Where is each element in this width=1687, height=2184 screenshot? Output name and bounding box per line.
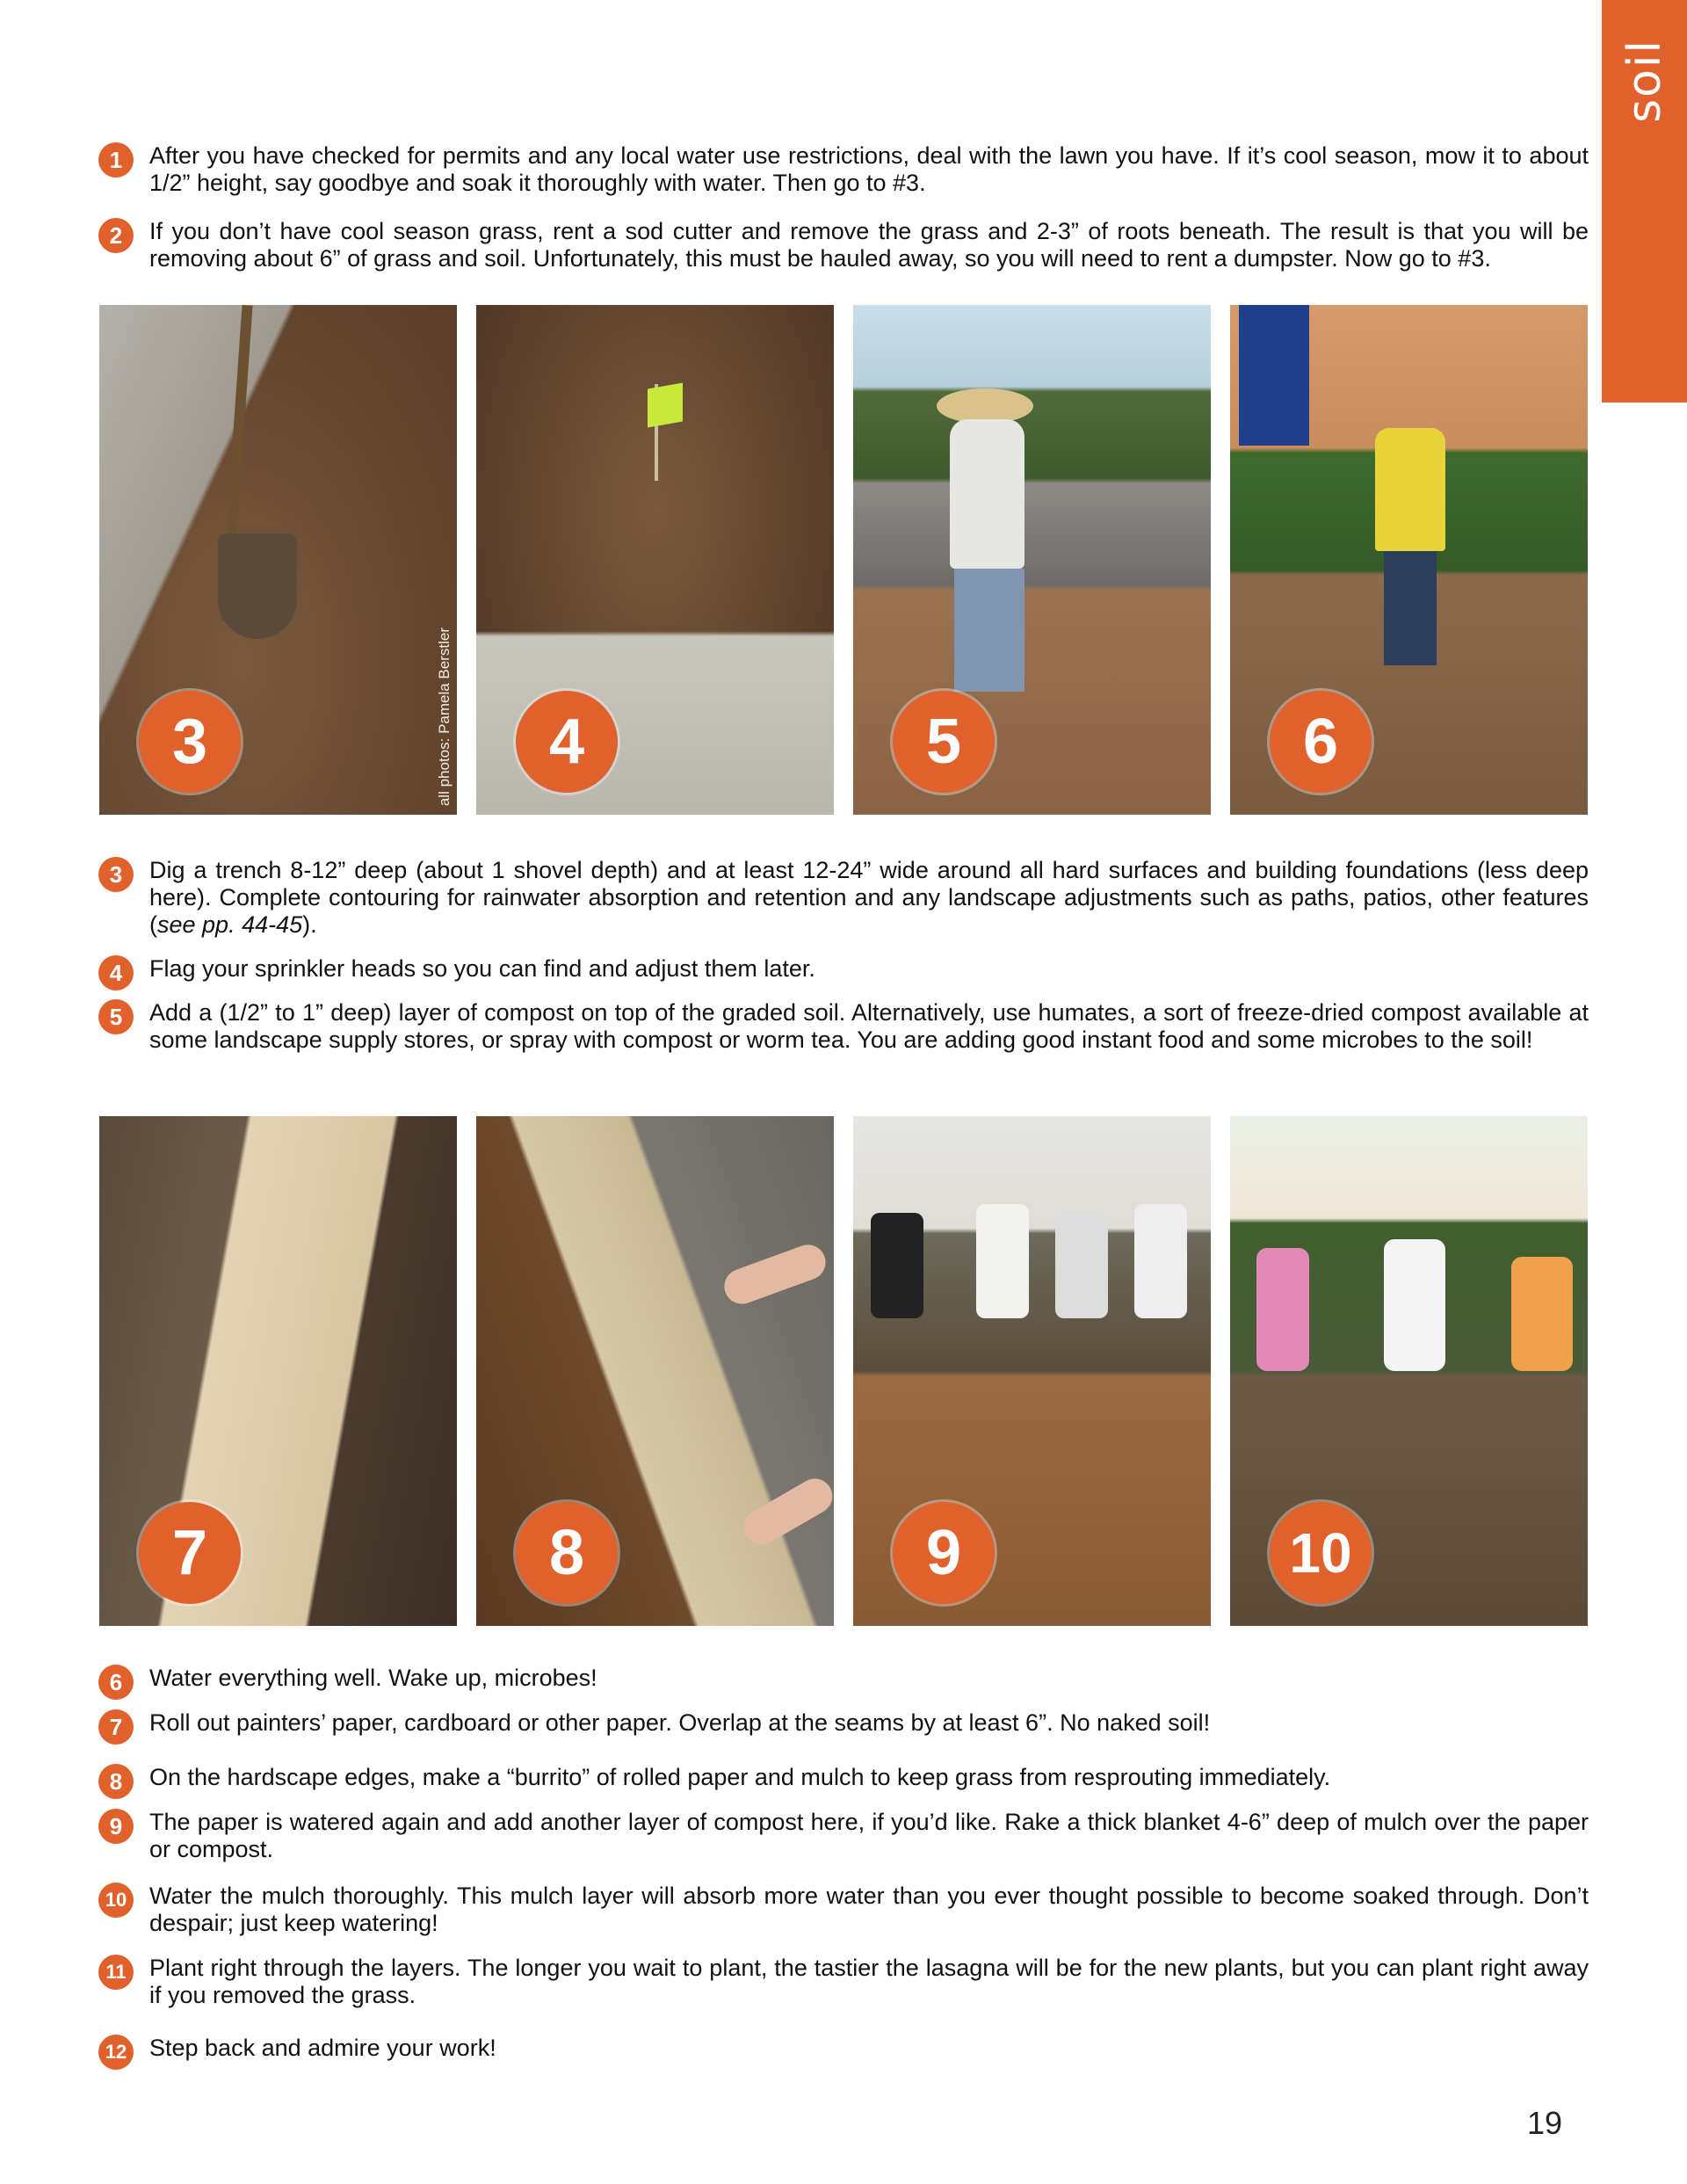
photo-number-badge: 5 xyxy=(893,691,995,793)
photo-step-10 xyxy=(1230,1116,1588,1626)
step-text: After you have checked for permits and any local water use restrictions, deal with the lawn you have. If it’s cool season, mow it to about 1/2” height, say goodbye and soak it thoroughly with water. Then go to #3. xyxy=(149,142,1589,196)
photo-number-badge: 10 xyxy=(1270,1502,1372,1604)
step-number-badge: 8 xyxy=(98,1764,134,1799)
step-text: If you don’t have cool season grass, rent a sod cutter and remove the grass and 2-3” of roots beneath. The result is that you will be removing about 6” of grass and soil. Unfortunately, this must be hauled away, so you will need to rent a dumpster. Now go to #3. xyxy=(149,218,1589,272)
photo-step-4 xyxy=(476,305,834,815)
photo-number-badge: 6 xyxy=(1270,691,1372,793)
window-shutter xyxy=(1239,305,1309,446)
person-shirt xyxy=(950,419,1025,569)
step-item xyxy=(98,2035,1589,2070)
step-text: Water the mulch thoroughly. This mulch layer will absorb more water than you ever thought possible to become soaked through. Don’t despair; just keep watering! xyxy=(149,1883,1589,1936)
photo-step-3 xyxy=(99,305,457,815)
step-item xyxy=(98,218,1589,272)
photo-number-badge: 7 xyxy=(139,1502,241,1604)
step-number-badge: 3 xyxy=(98,857,134,892)
step-item xyxy=(98,1665,1589,1700)
step-item xyxy=(98,955,1589,990)
step-text: Add a (1/2” to 1” deep) layer of compost on top of the graded soil. Alternatively, use humates, a sort of freeze-dried compost available at some landscape supply stores, or spray with compost or worm tea. You are adding good instant food and some microbes to the soil! xyxy=(149,999,1589,1053)
step-text xyxy=(149,857,1589,939)
step-number-badge: 12 xyxy=(98,2035,134,2070)
step-text: Water everything well. Wake up, microbes! xyxy=(149,1665,597,1691)
photo-number-badge: 3 xyxy=(139,691,241,793)
step-item xyxy=(98,1764,1589,1799)
step-number-badge: 1 xyxy=(98,142,134,178)
photo-credit: all photos: Pamela Berstler xyxy=(436,627,453,806)
hand xyxy=(720,1240,830,1310)
step-item xyxy=(98,857,1589,939)
step-text-part: Dig a trench 8-12” deep (about 1 shovel depth) and at least 12-24” wide around all hard surfaces and building foundations (less deep here). Complete contouring for rainwater absorption and retention and any landscape adjustments such as paths, patios, other features ( xyxy=(149,857,1589,938)
step-item xyxy=(98,999,1589,1054)
photo-step-8 xyxy=(476,1116,834,1626)
person xyxy=(1384,1239,1445,1371)
step-number-badge: 7 xyxy=(98,1709,134,1745)
step-number-badge: 10 xyxy=(98,1883,134,1918)
person xyxy=(1055,1213,1108,1318)
sun-hat xyxy=(937,388,1033,424)
step-text: Roll out painters’ paper, cardboard or other paper. Overlap at the seams by at least 6”. No naked soil! xyxy=(149,1709,1211,1736)
person xyxy=(1511,1257,1573,1371)
step-number-badge: 5 xyxy=(98,999,134,1034)
step-text: Plant right through the layers. The longer you wait to plant, the tastier the lasagna will be for the new plants, but you can plant right away if you removed the grass. xyxy=(149,1955,1589,2008)
section-tab xyxy=(1602,0,1687,403)
step-item xyxy=(98,1809,1589,1863)
step-text: On the hardscape edges, make a “burrito” of rolled paper and mulch to keep grass from resprouting immediately. xyxy=(149,1764,1331,1790)
step-number-badge: 9 xyxy=(98,1809,134,1844)
flag xyxy=(648,382,683,427)
hand xyxy=(737,1472,834,1551)
person-pants xyxy=(954,569,1025,692)
step-number-badge: 11 xyxy=(98,1955,134,1990)
photo-number-badge: 9 xyxy=(893,1502,995,1604)
photo-step-5 xyxy=(853,305,1211,815)
photo-step-9 xyxy=(853,1116,1211,1626)
shovel-blade xyxy=(218,533,297,639)
person-pants xyxy=(1384,551,1437,665)
step-item xyxy=(98,1955,1589,2009)
photo-number-badge: 8 xyxy=(516,1502,618,1604)
step-item xyxy=(98,142,1589,197)
section-tab-label: soil xyxy=(1618,39,1671,123)
step-item xyxy=(98,1709,1589,1745)
person-shirt xyxy=(1375,428,1445,551)
photo-step-7 xyxy=(99,1116,457,1626)
photo-number-badge: 4 xyxy=(516,691,618,793)
step-number-badge: 6 xyxy=(98,1665,134,1700)
person xyxy=(871,1213,923,1318)
person xyxy=(1256,1248,1309,1371)
step-number-badge: 4 xyxy=(98,955,134,990)
step-text: Flag your sprinkler heads so you can find and adjust them later. xyxy=(149,955,815,982)
photo-step-6 xyxy=(1230,305,1588,815)
page-reference: see pp. 44-45 xyxy=(157,911,303,938)
step-text: Step back and admire your work! xyxy=(149,2035,496,2061)
person xyxy=(1134,1204,1187,1318)
step-text: The paper is watered again and add another layer of compost here, if you’d like. Rake a thick blanket 4-6” deep of mulch over the paper or compost. xyxy=(149,1809,1589,1862)
step-number-badge: 2 xyxy=(98,218,134,253)
page-number: 19 xyxy=(1527,2105,1563,2141)
step-text-part: ). xyxy=(302,911,317,938)
step-item xyxy=(98,1883,1589,1937)
person xyxy=(976,1204,1029,1318)
